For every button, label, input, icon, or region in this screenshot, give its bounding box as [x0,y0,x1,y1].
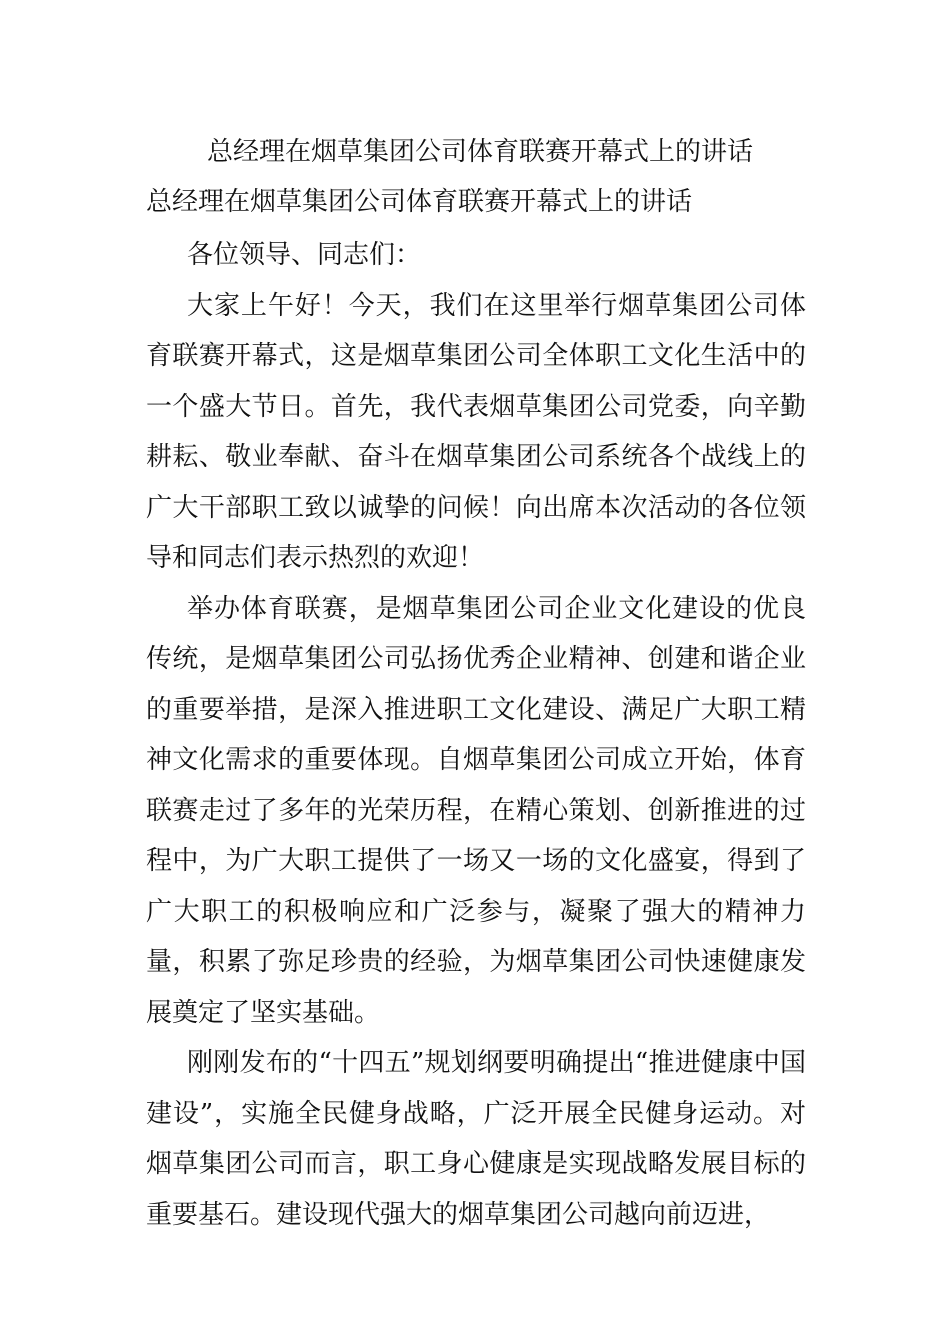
paragraph-1: 大家上午好！今天，我们在这里举行烟草集团公司体育联赛开幕式，这是烟草集团公司全体职工文化生活中的一个盛大节日。首先，我代表烟草集团公司党委，向辛勤耕耘、敬业奉献、奋斗在烟草集团公司系统各个战线上的广大干部职工致以诚挚的问候！向出席本次活动的各位领导和同志们表示热烈的欢迎！ [146,290,806,573]
document-title: 总经理在烟草集团公司体育联赛开幕式上的讲话 [207,137,754,167]
paragraph-2: 举办体育联赛，是烟草集团公司企业文化建设的优良传统，是烟草集团公司弘扬优秀企业精神、创建和谐企业的重要举措，是深入推进职工文化建设、满足广大职工精神文化需求的重要体现。自烟草集团公司成立开始，体育联赛走过了多年的光荣历程，在精心策划、创新推进的过程中，为广大职工提供了一场又一场的文化盛宴，得到了广大职工的积极响应和广泛参与，凝聚了强大的精神力量，积累了弥足珍贵的经验，为烟草集团公司快速健康发展奠定了坚实基础。 [146,593,806,1028]
paragraph-3: 刚刚发布的“十四五”规划纲要明确提出“推进健康中国建设”，实施全民健身战略，广泛开展全民健身运动。对烟草集团公司而言，职工身心健康是实现战略发展目标的重要基石。建设现代强大的烟草集团公司越向前迈进， [146,1048,806,1230]
document-subtitle: 总经理在烟草集团公司体育联赛开幕式上的讲话 [146,187,693,217]
salutation: 各位领导、同志们： [187,240,422,270]
document-body [146,230,806,1240]
